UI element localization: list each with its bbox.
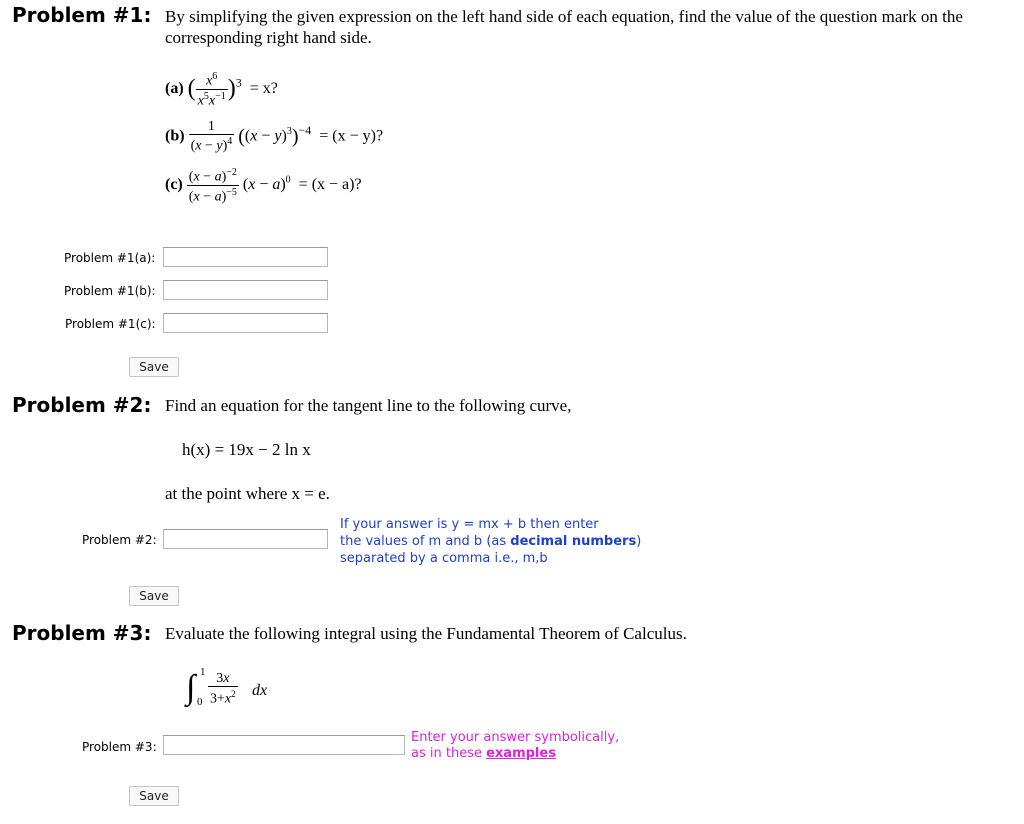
fraction-1a: $\frac{x^6}{x^5x^{-1}}$ (197, 71, 226, 109)
equation-1a: (a) ( $\frac{x^6}{x^5x^{-1}}$ )$^3$ = x? (165, 71, 278, 109)
rhs-1a: = x? (249, 79, 278, 97)
problem-2-hint-close: ) (636, 534, 642, 549)
rhs-1c: = (x − a)? (298, 175, 362, 193)
examples-link[interactable]: examples (486, 746, 556, 761)
equation-1c: (c) $\frac{(x - a)^{-2}}{(x - a)^{-5}}$ $(x - a)^0 = (x - a)$? (165, 167, 362, 205)
problem-1a-label: Problem #1(a): (64, 251, 156, 265)
problem-2-hint-text: the values of m and b (as (340, 534, 511, 549)
fraction-1b: $\frac{1}{(x - y)^4}$ (190, 119, 233, 154)
problem-1c-label: Problem #1(c): (65, 317, 156, 331)
problem-2-save-button[interactable]: Save (129, 586, 179, 606)
part-c-tag: (c) (165, 175, 183, 193)
problem-1b-input[interactable] (163, 280, 328, 300)
problem-2-hint (340, 516, 641, 567)
problem-2-hint-bold: decimal numbers (510, 534, 637, 549)
problem-3-hint (411, 730, 619, 762)
problem-2-hint-line-2 (340, 533, 641, 550)
integrand-fraction: $\frac{3x}{3+x^2}$ (210, 671, 236, 707)
problem-1-title: Problem #1: (12, 3, 152, 27)
problem-3-hint-line-1: Enter your answer symbolically, (411, 730, 620, 745)
problem-2-hint-line-3: separated by a comma i.e., m,b (340, 551, 548, 566)
problem-1a-input[interactable] (163, 247, 328, 267)
problem-1c-input[interactable] (163, 313, 328, 333)
problem-2-hint-line-1: If your answer is y = mx + b then enter (340, 517, 599, 532)
problem-3-save-button[interactable]: Save (129, 786, 179, 806)
problem-1-intro: By simplifying the given expression on the left hand side of each equation, find the value of the question mark on the corresponding right hand side. (165, 7, 963, 47)
problem-2-equation: h(x) = 19x − 2 ln x (182, 440, 311, 459)
problem-3-title: Problem #3: (12, 621, 152, 645)
problem-3-input[interactable] (163, 735, 405, 755)
problem-2-label: Problem #2: (82, 533, 157, 547)
rhs-1b: = (x − y)? (319, 127, 384, 145)
integral-upper-limit: 1 (200, 666, 206, 678)
problem-2-point: at the point where x = e. (165, 484, 330, 503)
problem-2-intro: Find an equation for the tangent line to the following curve, (165, 396, 572, 415)
integral-dx: dx (252, 682, 268, 699)
problem-2-input[interactable] (163, 529, 328, 549)
integral-sign: ∫ (186, 669, 196, 706)
part-b-tag: (b) (165, 127, 185, 145)
problem-3-hint-line-2 (411, 746, 619, 762)
integral-lower-limit: 0 (197, 696, 203, 708)
problem-1-save-button[interactable]: Save (129, 357, 179, 377)
part-a-tag: (a) (165, 79, 184, 97)
problem-3-intro: Evaluate the following integral using the Fundamental Theorem of Calculus. (165, 624, 687, 643)
equation-1b: (b) $\frac{1}{(x - y)^4}$ $((x - y)^3)^{-4} = (x - y)$? (165, 119, 384, 154)
problem-2-title: Problem #2: (12, 393, 152, 417)
fraction-1c: $\frac{(x - a)^{-2}}{(x - a)^{-5}}$ (188, 167, 237, 205)
problem-3-label: Problem #3: (82, 740, 157, 754)
problem-3-hint-text: as in these (411, 746, 487, 761)
problem-1b-label: Problem #1(b): (64, 284, 156, 298)
